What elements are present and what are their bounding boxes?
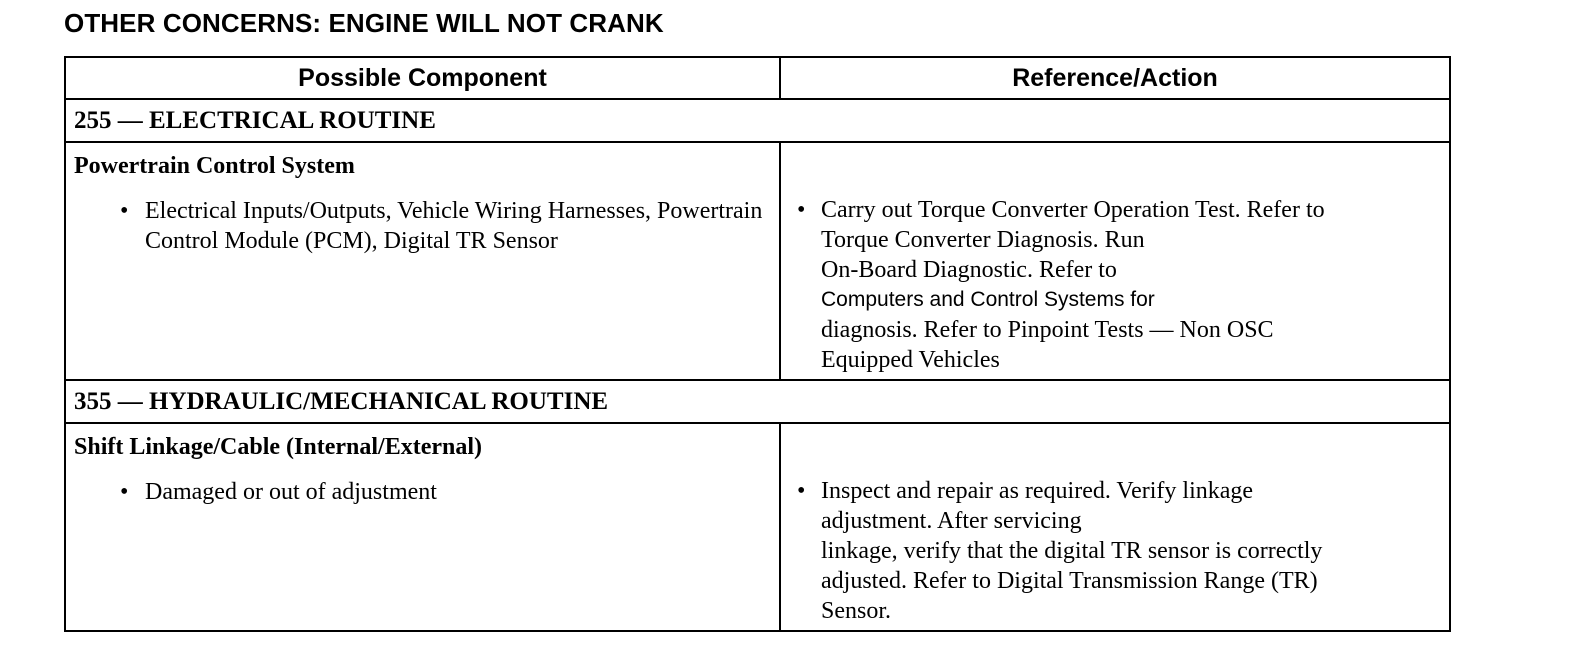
action-bullet [797,195,1449,375]
section-heading-row [65,380,1450,423]
section-heading: 255 — ELECTRICAL ROUTINE [65,99,1450,142]
action-line: On-Board Diagnostic. Refer to [821,257,1117,283]
page-title: OTHER CONCERNS: ENGINE WILL NOT CRANK [64,8,664,38]
table-header-row [65,57,1450,99]
action-line: Sensor. [821,598,892,624]
section-heading-row [65,99,1450,142]
section-heading: 355 — HYDRAULIC/MECHANICAL ROUTINE [65,380,1450,423]
table-row [65,423,1450,631]
action-bullet [797,476,1449,626]
component-name: Shift Linkage/Cable (Internal/External) [74,434,483,460]
table-row [65,142,1450,380]
component-bullet-text: Electrical Inputs/Outputs, Vehicle Wiring Harnesses, Powertrain Control Module (PCM), Digital TR Sensor [145,198,763,254]
column-header-component: Possible Component [65,57,780,99]
action-line: adjusted. Refer to Digital Transmission Range (TR) [821,568,1318,594]
diagnosis-table [64,56,1451,632]
action-line: diagnosis. Refer to Pinpoint Tests — Non OSC [821,317,1274,343]
action-cell [780,423,1450,631]
bullet-marker: • [797,197,806,223]
bullet-marker: • [797,478,806,504]
bullet-marker: • [120,479,129,505]
action-line: Equipped Vehicles [821,347,1000,373]
component-bullet-text: Damaged or out of adjustment [145,479,437,505]
action-line: adjustment. After servicing [821,508,1082,534]
action-line: Inspect and repair as required. Verify linkage [821,478,1254,504]
component-bullet [120,477,779,507]
component-name: Powertrain Control System [74,153,355,179]
action-line: Computers and Control Systems for [821,288,1155,311]
bullet-marker: • [120,198,129,224]
column-header-action: Reference/Action [780,57,1450,99]
action-line: Carry out Torque Converter Operation Test. Refer to [821,197,1325,223]
action-line: Torque Converter Diagnosis. Run [821,227,1145,253]
action-cell [780,142,1450,380]
component-bullet [120,196,779,256]
component-cell [65,142,780,380]
action-line: linkage, verify that the digital TR sensor is correctly [821,538,1323,564]
component-cell [65,423,780,631]
